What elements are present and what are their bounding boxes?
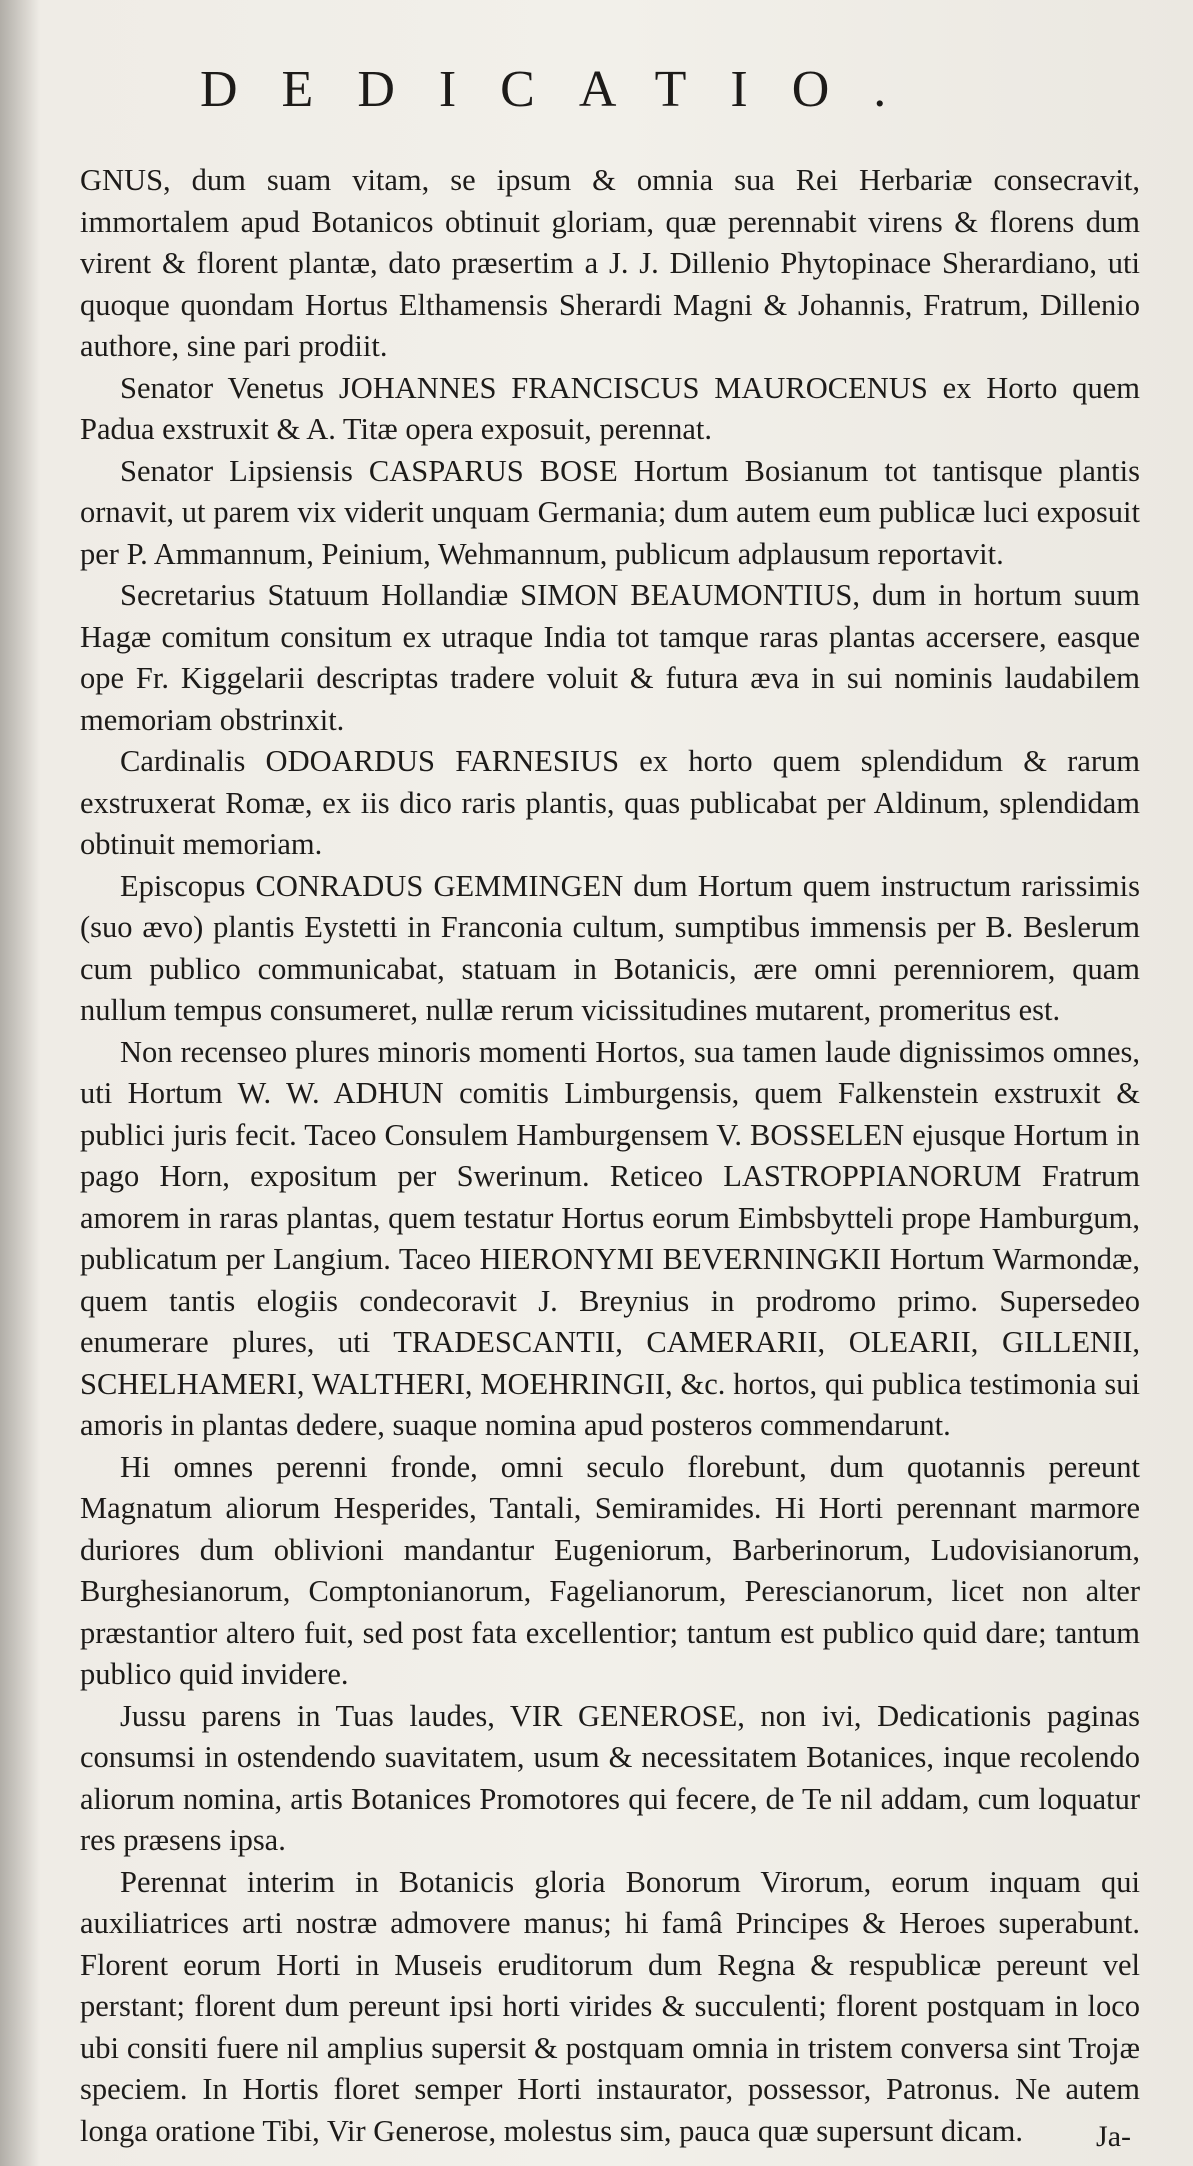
paragraph: Senator Lipsiensis CASPARUS BOSE Hortum Bosianum tot tantisque plantis ornavit, ut parem vix viderit unquam Germania; dum autem eum publicæ luci exposuit per P. Ammannum, Peinium, Wehmannum, publicum adplausum reportavit.	[80, 453, 1140, 571]
gutter-shadow	[0, 0, 40, 2166]
paragraph: Perennat interim in Botanicis gloria Bonorum Virorum, eorum inquam qui auxiliatrices arti nostræ admovere manus; hi famâ Principes & Heroes superabunt. Florent eorum Horti in Museis eruditorum dum Regna & respublicæ pereunt vel perstant; florent dum pereunt ipsi horti virides & succulenti; florent postquam in loco ubi consiti fuere nil amplius supersit & postquam omnia in tristem conversa sint Trojæ speciem. In Hortis floret semper Horti instaurator, possessor, Patronus. Ne autem longa oratione Tibi, Vir Generose, molestus sim, pauca quæ supersunt dicam.	[80, 1864, 1140, 2148]
page-heading: DEDICATIO.	[200, 61, 931, 118]
paragraph: GNUS, dum suam vitam, se ipsum & omnia sua Rei Herbariæ consecravit, immortalem apud Botanicos obtinuit gloriam, quæ perennabit virens & florens dum virent & florent plantæ, dato præsertim a J. J. Dillenio Phytopinace Sherardiano, uti quoque quondam Hortus Elthamensis Sherardi Magni & Johannis, Fratrum, Dillenio authore, sine pari prodiit.	[80, 163, 1140, 363]
dedication-text	[80, 160, 1140, 2152]
paragraph: Cardinalis ODOARDUS FARNESIUS ex horto quem splendidum & rarum exstruxerat Romæ, ex iis dico raris plantis, quas publicabat per Aldinum, splendidam obtinuit memoriam.	[80, 744, 1140, 861]
paragraph: Senator Venetus JOHANNES FRANCISCUS MAUROCENUS ex Horto quem Padua exstruxit & A. Titæ opera exposuit, perennat.	[80, 370, 1140, 446]
paragraph: Jussu parens in Tuas laudes, VIR GENEROSE, non ivi, Dedicationis paginas consumsi in ostendendo suavitatem, usum & necessitatem Botanices, inque recolendo aliorum nomina, artis Botanices Promotores qui fecere, de Te nil addam, cum loquatur res præsens ipsa.	[80, 1698, 1140, 1857]
paragraph: Secretarius Statuum Hollandiæ SIMON BEAUMONTIUS, dum in hortum suum Hagæ comitum consitum ex utraque India tot tamque raras plantas accersere, easque ope Fr. Kiggelarii descriptas tradere voluit & futura æva in sui nominis laudabilem memoriam obstrinxit.	[80, 578, 1140, 737]
paragraph: Episcopus CONRADUS GEMMINGEN dum Hortum quem instructum rarissimis (suo ævo) plantis Eystetti in Franconia cultum, sumptibus immensis per B. Beslerum cum publico communicabat, statuam in Botanicis, ære omni perenniorem, quam nullum tempus consumeret, nullæ rerum vicissitudines mutarent, promeritus est.	[80, 868, 1140, 1027]
catchword: Ja-	[1096, 2120, 1131, 2153]
paragraph: Non recenseo plures minoris momenti Hortos, sua tamen laude dignissimos omnes, uti Hortum W. W. ADHUN comitis Limburgensis, quem Falkenstein exstruxit & publici juris fecit. Taceo Consulem Hamburgensem V. BOSSELEN ejusque Hortum in pago Horn, expositum per Swerinum. Reticeo LASTROPPIANORUM Fratrum amorem in raras plantas, quem testatur Hortus eorum Eimbsbytteli prope Hamburgum, publicatum per Langium. Taceo HIERONYMI BEVERNINGKII Hortum Warmondæ, quem tantis elogiis condecoravit J. Breynius in prodromo primo. Supersedeo enumerare plures, uti TRADESCANTII, CAMERARII, OLEARII, GILLENII, SCHELHAMERI, WALTHERI, MOEHRINGII, &c. hortos, qui publica testimonia sui amoris in plantas dedere, suaque nomina apud posteros commendarunt.	[80, 1034, 1140, 1442]
paragraph: Hi omnes perenni fronde, omni seculo florebunt, dum quotannis pereunt Magnatum aliorum Hesperides, Tantali, Semiramides. Hi Horti perennant marmore duriores dum oblivioni mandantur Eugeniorum, Barberinorum, Ludovisianorum, Burghesianorum, Comptonianorum, Fagelianorum, Perescianorum, licet non alter præstantior altero fuit, sed post fata excellentior; tantum est publico quid dare; tantum publico quid invidere.	[80, 1449, 1140, 1691]
